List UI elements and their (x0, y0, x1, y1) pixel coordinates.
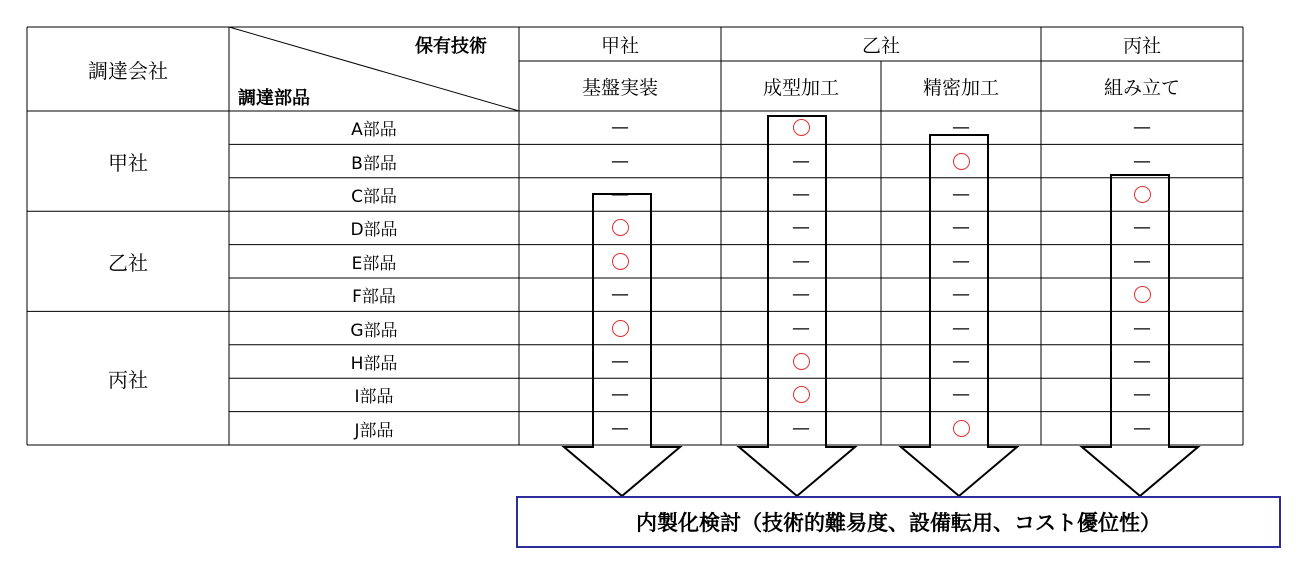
mark-cell: — (1133, 350, 1151, 372)
part-label: I部品 (354, 387, 394, 408)
mark-cell: — (611, 284, 629, 306)
part-label: C部品 (351, 186, 397, 207)
part-label: D部品 (350, 220, 398, 241)
mark-cell (519, 311, 721, 344)
circle-mark (1134, 286, 1151, 303)
insourcing-review-label: 内製化検討（技術的難易度、設備転用、コスト優位性） (636, 511, 1161, 535)
circle-mark (953, 153, 970, 170)
part-label: A部品 (351, 120, 397, 141)
mark-cell: — (792, 217, 810, 239)
mark-cell: — (952, 350, 970, 372)
mark-cell: — (952, 217, 970, 239)
header-tech-3: 精密加工 (922, 76, 999, 99)
circle-mark (612, 219, 629, 236)
mark-cell: — (792, 250, 810, 272)
mark-cell: — (611, 384, 629, 406)
circle-mark (793, 386, 810, 403)
mark-cell: — (1133, 317, 1151, 339)
mark-cell: — (611, 183, 629, 205)
mark-cell (519, 245, 721, 278)
mark-cell: — (611, 417, 629, 439)
group-company-3: 丙社 (108, 367, 148, 392)
mark-cell (881, 412, 1041, 445)
mark-cell: — (1133, 117, 1151, 139)
mark-cell (721, 378, 881, 411)
circle-mark (953, 420, 970, 437)
mark-cell (1041, 178, 1243, 211)
part-label: B部品 (351, 153, 397, 174)
mark-cell: — (1133, 250, 1151, 272)
mark-cell: — (1133, 417, 1151, 439)
header-tech-2: 成型加工 (762, 76, 839, 99)
circle-mark (612, 253, 629, 270)
mark-cell: — (611, 350, 629, 372)
circle-mark (1134, 186, 1151, 203)
mark-cell (519, 211, 721, 244)
part-label: F部品 (352, 287, 396, 308)
part-label: E部品 (351, 253, 397, 274)
mark-cell: — (792, 284, 810, 306)
mark-cell: — (952, 117, 970, 139)
mark-cell: — (792, 150, 810, 172)
mark-cell: — (952, 284, 970, 306)
mark-cell: — (1133, 150, 1151, 172)
header-procuring-company: 調達会社 (88, 58, 168, 83)
mark-cell (721, 111, 881, 144)
header-tech-1: 基盤実装 (581, 76, 658, 99)
circle-mark (612, 320, 629, 337)
header-company-hei: 丙社 (1122, 34, 1161, 57)
mark-cell: — (792, 317, 810, 339)
group-company-2: 乙社 (108, 250, 148, 275)
part-label: G部品 (350, 320, 398, 341)
mark-cell: — (611, 117, 629, 139)
header-company-otsu: 乙社 (861, 34, 900, 57)
circle-mark (793, 119, 810, 136)
mark-cell: — (952, 384, 970, 406)
mark-cell: — (792, 417, 810, 439)
mark-cell: — (611, 150, 629, 172)
mark-cell (881, 144, 1041, 177)
mark-cell (1041, 278, 1243, 311)
header-tech-4: 組み立て (1103, 76, 1180, 99)
mark-cell: — (952, 317, 970, 339)
part-label: H部品 (350, 353, 398, 374)
corner-label-owned-tech: 保有技術 (415, 36, 487, 57)
part-label: J部品 (354, 420, 394, 441)
mark-cell: — (952, 250, 970, 272)
insourcing-review-box (516, 496, 1281, 548)
mark-cell: — (952, 183, 970, 205)
corner-label-procured-part: 調達部品 (238, 88, 310, 109)
group-company-1: 甲社 (108, 150, 148, 175)
mark-cell: — (1133, 217, 1151, 239)
mark-cell: — (792, 183, 810, 205)
mark-cell: — (1133, 384, 1151, 406)
circle-mark (793, 353, 810, 370)
header-company-ko: 甲社 (600, 34, 639, 57)
mark-cell (721, 345, 881, 378)
